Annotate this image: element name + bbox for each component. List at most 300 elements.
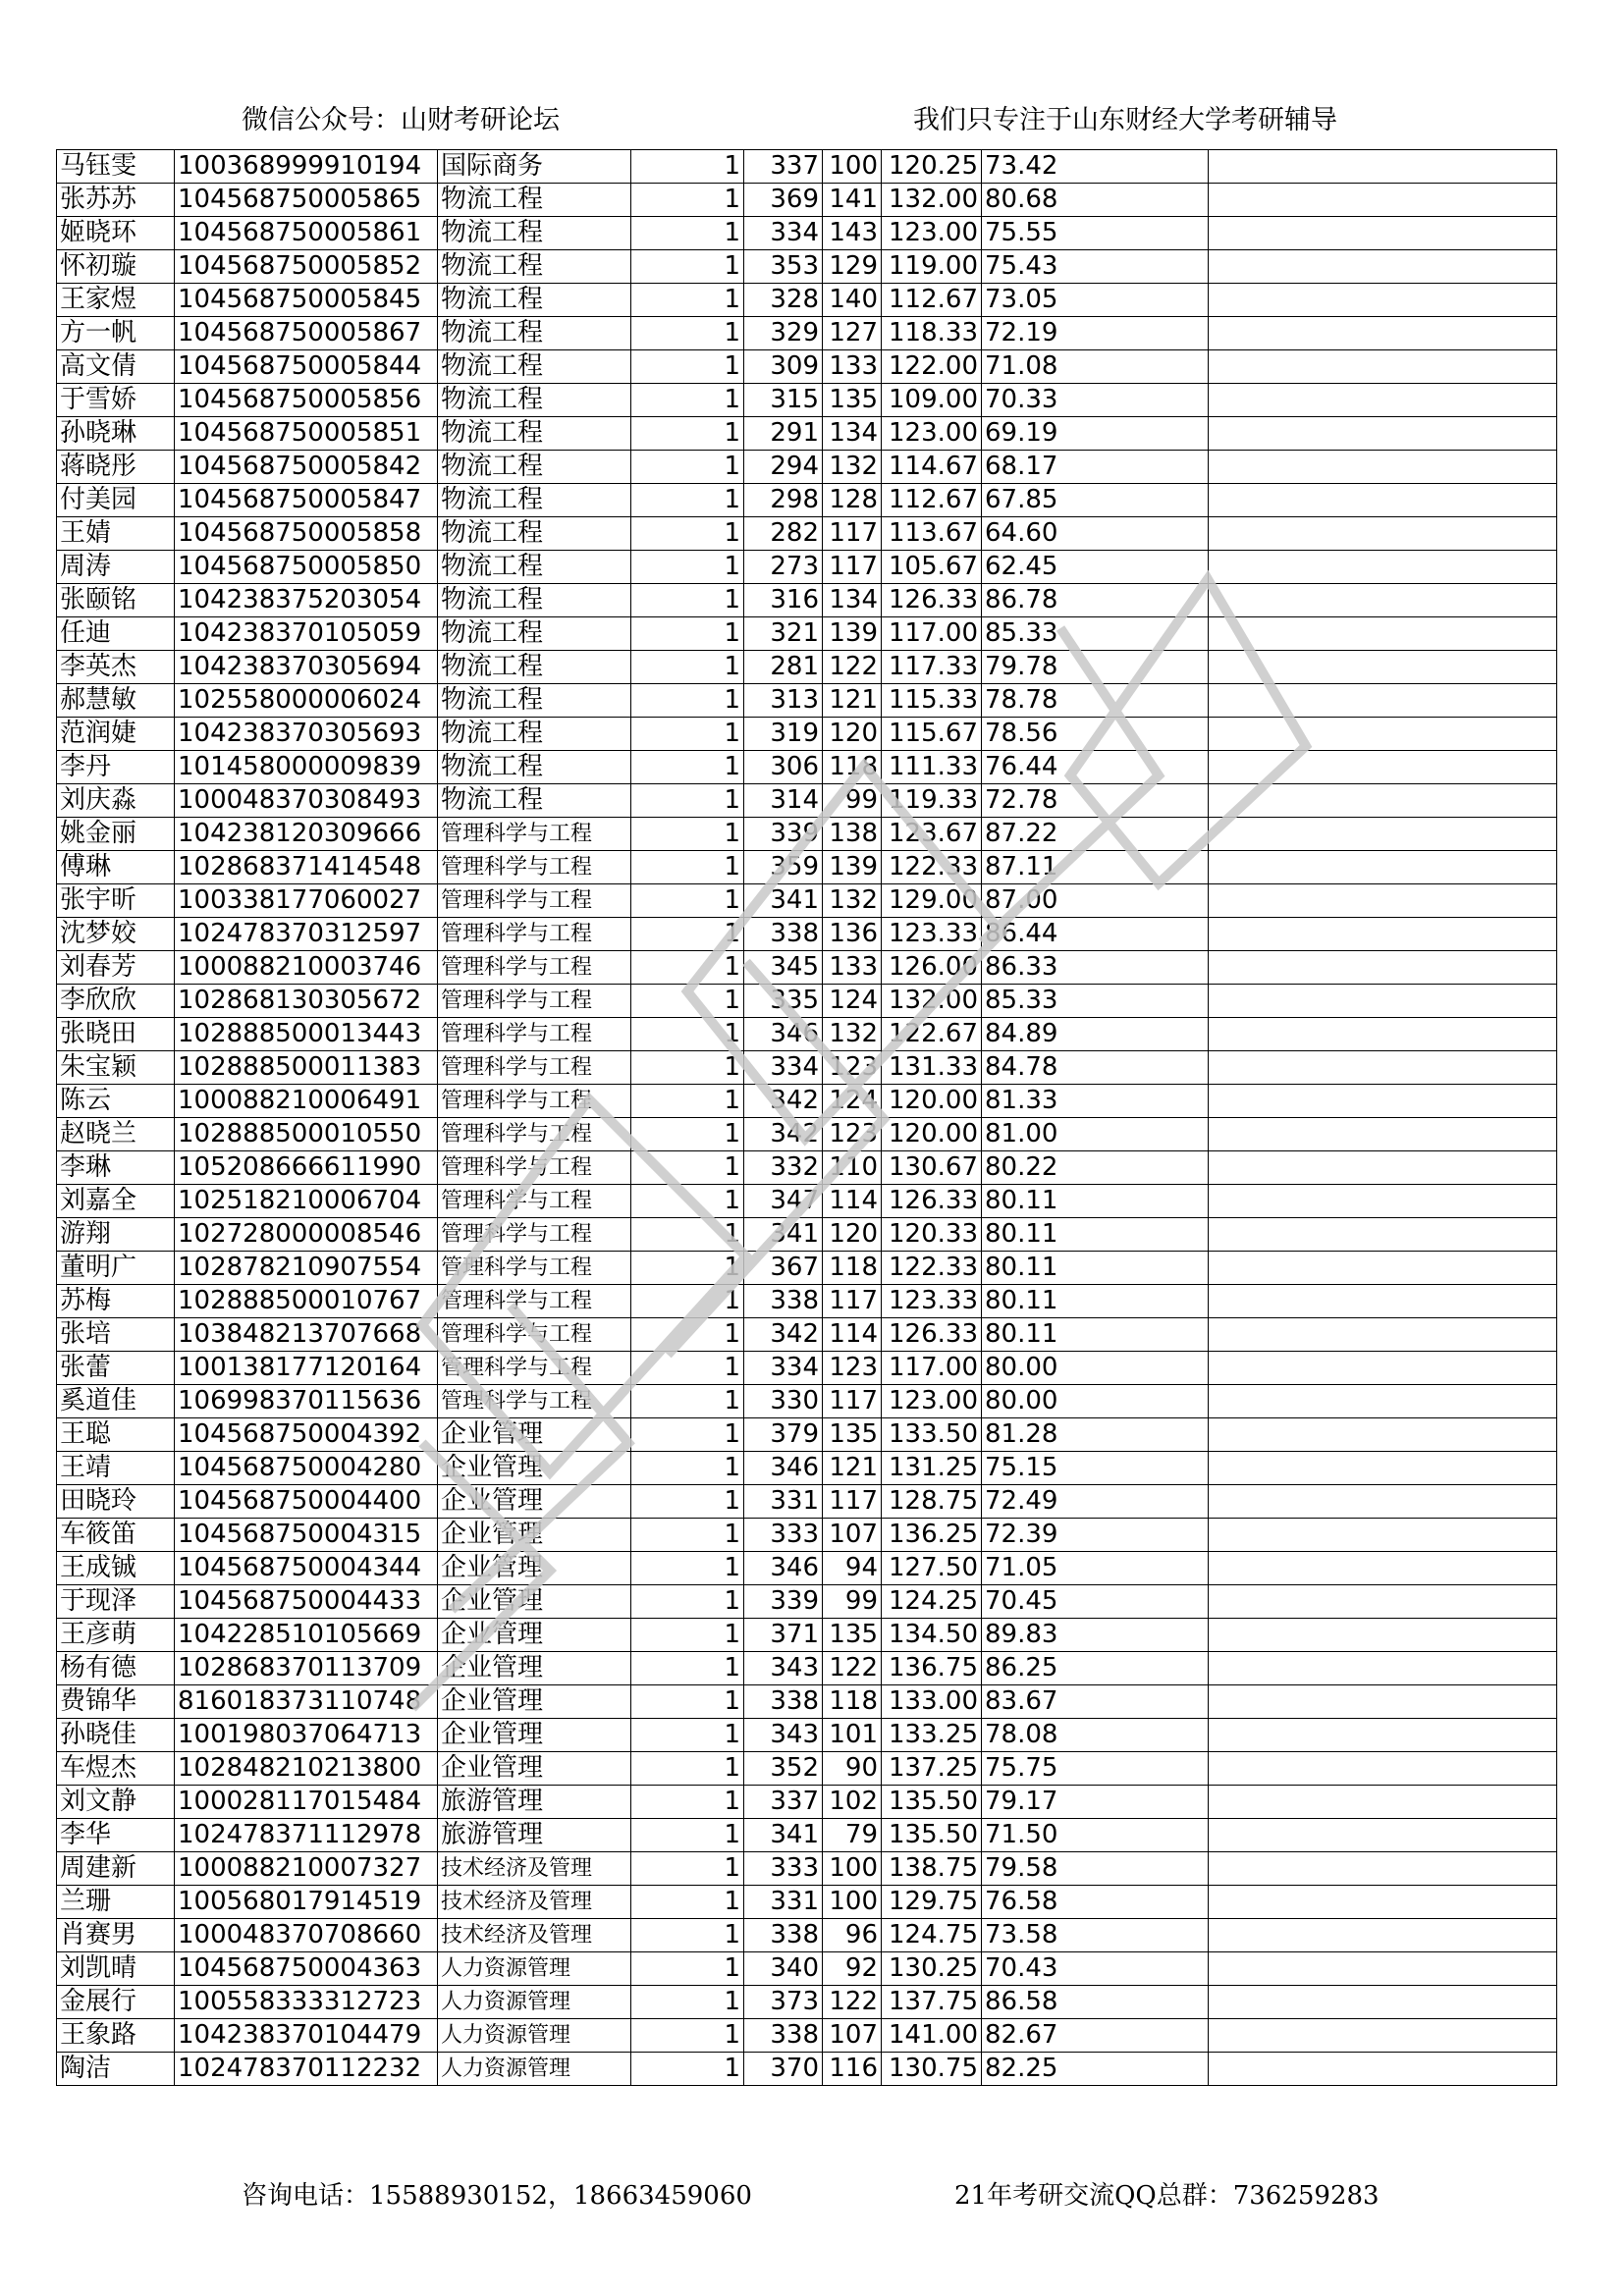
cell-score-a: 117 (823, 517, 882, 551)
cell-flag: 1 (631, 617, 744, 651)
cell-name: 王彦萌 (57, 1619, 175, 1652)
cell-flag: 1 (631, 1619, 744, 1652)
cell-score-b: 132.00 (882, 184, 982, 217)
cell-major: 企业管理 (438, 1485, 631, 1519)
cell-remark (1209, 1151, 1557, 1185)
cell-exam-id: 102518210006704 (175, 1185, 438, 1218)
cell-score-a: 138 (823, 818, 882, 851)
table-row (57, 1685, 1557, 1719)
cell-final-score: 85.33 (982, 985, 1209, 1018)
cell-remark (1209, 1819, 1557, 1852)
cell-major: 企业管理 (438, 1452, 631, 1485)
cell-score-a: 99 (823, 1585, 882, 1619)
cell-major: 管理科学与工程 (438, 884, 631, 918)
cell-final-score: 87.00 (982, 884, 1209, 918)
cell-final-score: 86.58 (982, 1986, 1209, 2019)
cell-flag: 1 (631, 1852, 744, 1886)
cell-major: 物流工程 (438, 484, 631, 517)
cell-score-b: 119.33 (882, 784, 982, 818)
cell-flag: 1 (631, 517, 744, 551)
cell-remark (1209, 1318, 1557, 1352)
cell-score-a: 122 (823, 1652, 882, 1685)
cell-score-a: 107 (823, 2019, 882, 2053)
cell-remark (1209, 784, 1557, 818)
cell-initial-total: 329 (744, 317, 823, 350)
cell-final-score: 83.67 (982, 1685, 1209, 1719)
table-row (57, 1418, 1557, 1452)
cell-flag: 1 (631, 1085, 744, 1118)
cell-score-a: 117 (823, 1285, 882, 1318)
cell-remark (1209, 718, 1557, 751)
table-row (57, 484, 1557, 517)
cell-initial-total: 273 (744, 551, 823, 584)
cell-flag: 1 (631, 1418, 744, 1452)
cell-exam-id: 104568750005861 (175, 217, 438, 250)
cell-final-score: 82.67 (982, 2019, 1209, 2053)
cell-exam-id: 102478371112978 (175, 1819, 438, 1852)
cell-initial-total: 352 (744, 1752, 823, 1786)
table-row (57, 1919, 1557, 1952)
cell-major: 物流工程 (438, 651, 631, 684)
cell-score-a: 124 (823, 985, 882, 1018)
cell-major: 物流工程 (438, 617, 631, 651)
cell-initial-total: 369 (744, 184, 823, 217)
cell-final-score: 80.00 (982, 1352, 1209, 1385)
cell-major: 管理科学与工程 (438, 1018, 631, 1051)
cell-remark (1209, 417, 1557, 451)
cell-name: 王婧 (57, 517, 175, 551)
table-row (57, 818, 1557, 851)
cell-initial-total: 313 (744, 684, 823, 718)
cell-flag: 1 (631, 1285, 744, 1318)
cell-exam-id: 104568750005850 (175, 551, 438, 584)
cell-final-score: 75.55 (982, 217, 1209, 250)
cell-final-score: 84.89 (982, 1018, 1209, 1051)
cell-remark (1209, 1185, 1557, 1218)
cell-name: 姬晓环 (57, 217, 175, 250)
table-row (57, 184, 1557, 217)
cell-score-a: 118 (823, 1252, 882, 1285)
cell-flag: 1 (631, 1218, 744, 1252)
cell-exam-id: 102848210213800 (175, 1752, 438, 1786)
cell-remark (1209, 1118, 1557, 1151)
cell-exam-id: 104568750004392 (175, 1418, 438, 1452)
cell-major: 旅游管理 (438, 1819, 631, 1852)
cell-exam-id: 104568750004433 (175, 1585, 438, 1619)
cell-final-score: 89.83 (982, 1619, 1209, 1652)
cell-final-score: 86.25 (982, 1652, 1209, 1685)
cell-exam-id: 104568750005867 (175, 317, 438, 350)
cell-initial-total: 346 (744, 1552, 823, 1585)
cell-score-b: 135.50 (882, 1819, 982, 1852)
cell-major: 物流工程 (438, 451, 631, 484)
cell-flag: 1 (631, 484, 744, 517)
cell-major: 技术经济及管理 (438, 1919, 631, 1952)
cell-final-score: 68.17 (982, 451, 1209, 484)
cell-initial-total: 343 (744, 1719, 823, 1752)
cell-score-b: 109.00 (882, 384, 982, 417)
table-row (57, 1452, 1557, 1485)
cell-major: 管理科学与工程 (438, 918, 631, 951)
cell-initial-total: 338 (744, 1685, 823, 1719)
table-row (57, 1619, 1557, 1652)
cell-flag: 1 (631, 584, 744, 617)
cell-remark (1209, 1786, 1557, 1819)
cell-score-b: 105.67 (882, 551, 982, 584)
cell-exam-id: 104238370104479 (175, 2019, 438, 2053)
cell-name: 李华 (57, 1819, 175, 1852)
cell-initial-total: 315 (744, 384, 823, 417)
cell-major: 企业管理 (438, 1585, 631, 1619)
cell-final-score: 76.58 (982, 1886, 1209, 1919)
cell-flag: 1 (631, 1952, 744, 1986)
cell-flag: 1 (631, 1919, 744, 1952)
cell-exam-id: 102478370112232 (175, 2053, 438, 2086)
cell-major: 管理科学与工程 (438, 1318, 631, 1352)
cell-name: 刘文静 (57, 1786, 175, 1819)
cell-score-b: 138.75 (882, 1852, 982, 1886)
cell-score-a: 136 (823, 918, 882, 951)
cell-exam-id: 102868130305672 (175, 985, 438, 1018)
cell-score-b: 122.67 (882, 1018, 982, 1051)
cell-name: 高文倩 (57, 350, 175, 384)
footer-qq-group: 21年考研交流QQ总群：736259283 (954, 2181, 1380, 2211)
table-row (57, 1185, 1557, 1218)
table-row (57, 1352, 1557, 1385)
cell-name: 游翔 (57, 1218, 175, 1252)
cell-exam-id: 100088210003746 (175, 951, 438, 985)
cell-major: 管理科学与工程 (438, 951, 631, 985)
cell-initial-total: 330 (744, 1385, 823, 1418)
cell-flag: 1 (631, 818, 744, 851)
cell-major: 企业管理 (438, 1719, 631, 1752)
cell-flag: 1 (631, 918, 744, 951)
table-row (57, 451, 1557, 484)
cell-score-a: 134 (823, 584, 882, 617)
cell-remark (1209, 1252, 1557, 1285)
cell-name: 方一帆 (57, 317, 175, 350)
table-row (57, 1285, 1557, 1318)
cell-initial-total: 334 (744, 1352, 823, 1385)
table-row (57, 150, 1557, 184)
cell-score-b: 126.33 (882, 584, 982, 617)
cell-score-a: 139 (823, 851, 882, 884)
cell-exam-id: 104568750004344 (175, 1552, 438, 1585)
cell-initial-total: 373 (744, 1986, 823, 2019)
cell-flag: 1 (631, 1886, 744, 1919)
table-row (57, 1786, 1557, 1819)
cell-flag: 1 (631, 2053, 744, 2086)
cell-flag: 1 (631, 184, 744, 217)
cell-remark (1209, 851, 1557, 884)
cell-remark (1209, 1051, 1557, 1085)
cell-major: 企业管理 (438, 1619, 631, 1652)
cell-initial-total: 335 (744, 985, 823, 1018)
cell-flag: 1 (631, 384, 744, 417)
table-row (57, 1485, 1557, 1519)
cell-remark (1209, 1385, 1557, 1418)
cell-score-a: 121 (823, 684, 882, 718)
cell-initial-total: 282 (744, 517, 823, 551)
cell-score-a: 110 (823, 1151, 882, 1185)
cell-major: 旅游管理 (438, 1786, 631, 1819)
cell-major: 企业管理 (438, 1519, 631, 1552)
cell-initial-total: 306 (744, 751, 823, 784)
cell-score-b: 127.50 (882, 1552, 982, 1585)
cell-score-a: 122 (823, 651, 882, 684)
cell-flag: 1 (631, 150, 744, 184)
cell-exam-id: 100198037064713 (175, 1719, 438, 1752)
table-row (57, 317, 1557, 350)
cell-exam-id: 100338177060027 (175, 884, 438, 918)
cell-score-b: 122.33 (882, 851, 982, 884)
cell-major: 物流工程 (438, 584, 631, 617)
cell-flag: 1 (631, 1986, 744, 2019)
cell-remark (1209, 1752, 1557, 1786)
cell-exam-id: 104568750004315 (175, 1519, 438, 1552)
cell-flag: 1 (631, 1118, 744, 1151)
cell-exam-id: 104238370305693 (175, 718, 438, 751)
cell-initial-total: 342 (744, 1085, 823, 1118)
cell-flag: 1 (631, 784, 744, 818)
cell-remark (1209, 2053, 1557, 2086)
cell-initial-total: 309 (744, 350, 823, 384)
table-row (57, 217, 1557, 250)
table-row (57, 1552, 1557, 1585)
cell-score-b: 117.33 (882, 651, 982, 684)
cell-score-b: 133.25 (882, 1719, 982, 1752)
cell-major: 管理科学与工程 (438, 818, 631, 851)
cell-name: 李丹 (57, 751, 175, 784)
cell-score-a: 141 (823, 184, 882, 217)
cell-remark (1209, 918, 1557, 951)
cell-name: 王家煜 (57, 284, 175, 317)
cell-major: 物流工程 (438, 350, 631, 384)
cell-flag: 1 (631, 1652, 744, 1685)
cell-final-score: 72.39 (982, 1519, 1209, 1552)
cell-remark (1209, 1886, 1557, 1919)
cell-remark (1209, 617, 1557, 651)
cell-remark (1209, 951, 1557, 985)
cell-final-score: 72.49 (982, 1485, 1209, 1519)
cell-final-score: 78.08 (982, 1719, 1209, 1752)
cell-score-b: 123.33 (882, 1285, 982, 1318)
cell-final-score: 80.22 (982, 1151, 1209, 1185)
cell-name: 兰珊 (57, 1886, 175, 1919)
cell-exam-id: 102478370312597 (175, 918, 438, 951)
cell-score-a: 123 (823, 1051, 882, 1085)
table-row (57, 1886, 1557, 1919)
cell-remark (1209, 484, 1557, 517)
table-row (57, 784, 1557, 818)
cell-remark (1209, 1585, 1557, 1619)
cell-score-b: 111.33 (882, 751, 982, 784)
cell-final-score: 86.44 (982, 918, 1209, 951)
cell-score-a: 133 (823, 350, 882, 384)
table-row (57, 1819, 1557, 1852)
cell-remark (1209, 451, 1557, 484)
cell-final-score: 81.28 (982, 1418, 1209, 1452)
cell-exam-id: 100048370308493 (175, 784, 438, 818)
cell-initial-total: 328 (744, 284, 823, 317)
table-row (57, 951, 1557, 985)
cell-major: 物流工程 (438, 417, 631, 451)
cell-initial-total: 333 (744, 1852, 823, 1886)
cell-score-a: 124 (823, 1085, 882, 1118)
cell-major: 管理科学与工程 (438, 1051, 631, 1085)
cell-flag: 1 (631, 350, 744, 384)
cell-name: 董明广 (57, 1252, 175, 1285)
cell-exam-id: 104568750005845 (175, 284, 438, 317)
cell-score-a: 132 (823, 884, 882, 918)
cell-exam-id: 104238375203054 (175, 584, 438, 617)
cell-initial-total: 346 (744, 1452, 823, 1485)
table-row (57, 350, 1557, 384)
cell-remark (1209, 1986, 1557, 2019)
cell-flag: 1 (631, 1151, 744, 1185)
cell-major: 物流工程 (438, 751, 631, 784)
cell-initial-total: 337 (744, 1786, 823, 1819)
cell-name: 傅琳 (57, 851, 175, 884)
cell-remark (1209, 517, 1557, 551)
cell-exam-id: 104568750005852 (175, 250, 438, 284)
cell-initial-total: 331 (744, 1886, 823, 1919)
cell-major: 物流工程 (438, 384, 631, 417)
cell-exam-id: 104568750005842 (175, 451, 438, 484)
cell-major: 管理科学与工程 (438, 1118, 631, 1151)
cell-name: 周建新 (57, 1852, 175, 1886)
cell-exam-id: 104568750005856 (175, 384, 438, 417)
cell-exam-id: 104568750004363 (175, 1952, 438, 1986)
cell-remark (1209, 1852, 1557, 1886)
cell-score-b: 123.00 (882, 1385, 982, 1418)
cell-score-b: 130.75 (882, 2053, 982, 2086)
cell-remark (1209, 985, 1557, 1018)
cell-remark (1209, 384, 1557, 417)
table-row (57, 1752, 1557, 1786)
cell-score-a: 123 (823, 1118, 882, 1151)
cell-name: 郝慧敏 (57, 684, 175, 718)
cell-flag: 1 (631, 1819, 744, 1852)
cell-score-a: 114 (823, 1318, 882, 1352)
cell-score-b: 122.33 (882, 1252, 982, 1285)
cell-score-b: 133.50 (882, 1418, 982, 1452)
cell-score-b: 137.25 (882, 1752, 982, 1786)
cell-name: 肖赛男 (57, 1919, 175, 1952)
cell-initial-total: 291 (744, 417, 823, 451)
cell-major: 物流工程 (438, 317, 631, 350)
cell-score-b: 117.00 (882, 1352, 982, 1385)
cell-name: 刘嘉全 (57, 1185, 175, 1218)
cell-flag: 1 (631, 684, 744, 718)
cell-remark (1209, 1919, 1557, 1952)
cell-flag: 1 (631, 851, 744, 884)
cell-exam-id: 104568750005844 (175, 350, 438, 384)
cell-score-a: 139 (823, 617, 882, 651)
cell-initial-total: 338 (744, 1285, 823, 1318)
cell-initial-total: 314 (744, 784, 823, 818)
cell-initial-total: 338 (744, 1919, 823, 1952)
table-row (57, 384, 1557, 417)
cell-final-score: 71.08 (982, 350, 1209, 384)
cell-exam-id: 104238370305694 (175, 651, 438, 684)
cell-remark (1209, 350, 1557, 384)
cell-initial-total: 359 (744, 851, 823, 884)
cell-initial-total: 342 (744, 1118, 823, 1151)
cell-name: 姚金丽 (57, 818, 175, 851)
cell-exam-id: 816018373110748 (175, 1685, 438, 1719)
table-row (57, 1652, 1557, 1685)
cell-name: 马钰雯 (57, 150, 175, 184)
cell-name: 周涛 (57, 551, 175, 584)
cell-remark (1209, 250, 1557, 284)
cell-exam-id: 104568750005847 (175, 484, 438, 517)
cell-score-b: 120.00 (882, 1085, 982, 1118)
cell-flag: 1 (631, 451, 744, 484)
cell-score-a: 116 (823, 2053, 882, 2086)
cell-major: 物流工程 (438, 718, 631, 751)
cell-final-score: 81.33 (982, 1085, 1209, 1118)
table-row (57, 584, 1557, 617)
cell-major: 国际商务 (438, 150, 631, 184)
cell-final-score: 75.15 (982, 1452, 1209, 1485)
table-row (57, 1318, 1557, 1352)
cell-name: 田晓玲 (57, 1485, 175, 1519)
cell-exam-id: 102878210907554 (175, 1252, 438, 1285)
cell-initial-total: 371 (744, 1619, 823, 1652)
cell-initial-total: 319 (744, 718, 823, 751)
cell-score-b: 117.00 (882, 617, 982, 651)
cell-score-b: 130.67 (882, 1151, 982, 1185)
cell-score-b: 123.00 (882, 217, 982, 250)
cell-score-a: 128 (823, 484, 882, 517)
cell-name: 李欣欣 (57, 985, 175, 1018)
cell-initial-total: 341 (744, 884, 823, 918)
cell-exam-id: 102868371414548 (175, 851, 438, 884)
cell-exam-id: 102888500011383 (175, 1051, 438, 1085)
cell-score-a: 117 (823, 1485, 882, 1519)
cell-flag: 1 (631, 417, 744, 451)
cell-final-score: 69.19 (982, 417, 1209, 451)
cell-score-b: 123.67 (882, 818, 982, 851)
cell-score-a: 140 (823, 284, 882, 317)
cell-name: 陈云 (57, 1085, 175, 1118)
cell-exam-id: 100028117015484 (175, 1786, 438, 1819)
cell-remark (1209, 1519, 1557, 1552)
cell-flag: 1 (631, 1685, 744, 1719)
cell-flag: 1 (631, 1252, 744, 1285)
cell-final-score: 79.78 (982, 651, 1209, 684)
cell-name: 张培 (57, 1318, 175, 1352)
cell-score-b: 124.75 (882, 1919, 982, 1952)
cell-name: 车煜杰 (57, 1752, 175, 1786)
cell-score-b: 126.33 (882, 1318, 982, 1352)
cell-major: 企业管理 (438, 1418, 631, 1452)
table-row (57, 1852, 1557, 1886)
cell-name: 怀初璇 (57, 250, 175, 284)
header-slogan: 我们只专注于山东财经大学考研辅导 (913, 105, 1337, 135)
cell-exam-id: 101458000009839 (175, 751, 438, 784)
cell-name: 王成铖 (57, 1552, 175, 1585)
cell-initial-total: 333 (744, 1519, 823, 1552)
cell-major: 人力资源管理 (438, 1986, 631, 2019)
cell-score-b: 133.00 (882, 1685, 982, 1719)
cell-score-a: 96 (823, 1919, 882, 1952)
cell-exam-id: 106998370115636 (175, 1385, 438, 1418)
table-row (57, 884, 1557, 918)
cell-initial-total: 316 (744, 584, 823, 617)
cell-flag: 1 (631, 884, 744, 918)
